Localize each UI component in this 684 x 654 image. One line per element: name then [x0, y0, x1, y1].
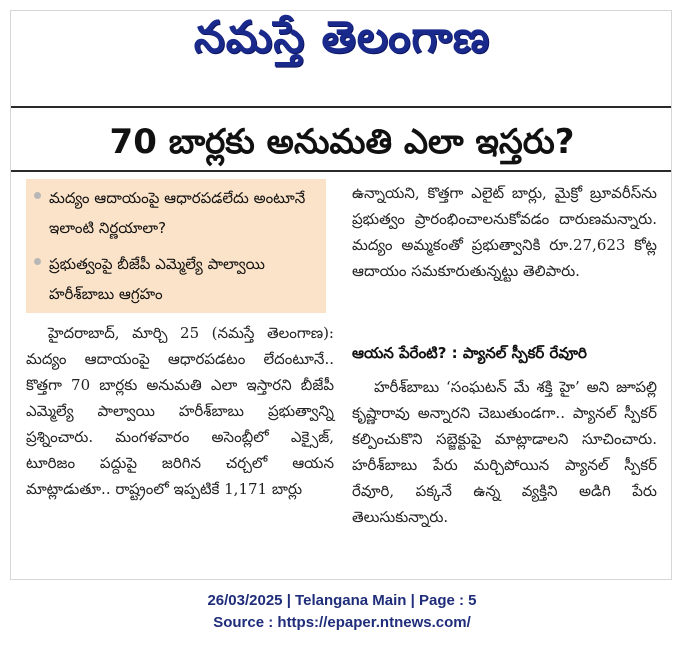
highlight-text: మద్యం ఆదాయంపై ఆధారపడలేదు అంటూనే ఇలాంటి నిర్ణయాలా? [49, 189, 306, 237]
source-url: Source : https://epaper.ntnews.com/ [213, 614, 471, 631]
article-headline: 70 బార్లకు అనుమతి ఎలా ఇస్తరు? [109, 122, 575, 162]
article-left-column [26, 320, 334, 502]
edition-info: 26/03/2025 | Telangana Main | Page : 5 [207, 592, 477, 609]
right-paragraph-top: ఉన్నాయని, కొత్తగా ఎలైట్ బార్లు, మైక్రో బ్రూవరీస్‌ను ప్రభుత్వం ప్రారంభించాలనుకోవడం దారుణమన్నారు. మద్యం అమ్మకంతో ప్రభుత్వానికి రూ.27,623 కోట్ల ఆదాయం సమకూరుతున్నట్టు తెలిపారు. [352, 184, 657, 280]
right-paragraph-bottom: హరీశ్‌బాబు ‘సంఘటన్ మే శక్తి హై’ అని జూపల్లి కృష్ణారావు అన్నారని చెబుతుండగా.. ప్యానల్ స్పీకర్ కల్పించుకొని సబ్జెక్టుపై మాట్లాడాలని సూచించారు. హరీశ్‌బాబు పేరు మర్చిపోయిన ప్యానల్ స్పీకర్ రేవూరి, పక్కనే ఉన్న వ్యక్తిని అడిగి పేరు తెలుసుకున్నారు. [352, 378, 657, 526]
bullet-icon [34, 258, 41, 265]
highlight-item [34, 249, 320, 309]
divider-under-headline [11, 170, 671, 172]
highlights-box [26, 179, 326, 313]
left-paragraph: హైదరాబాద్, మార్చి 25 (నమస్తే తెలంగాణ): మద్యం ఆదాయంపై ఆధారపడటం లేదంటూనే.. కొత్తగా 70 బార్లకు అనుమతి ఎలా ఇస్తారని బీజేపీ ఎమ్మెల్యే పాల్వాయి హరీశ్‌బాబు ప్రభుత్వాన్ని ప్రశ్నించారు. మంగళవారం అసెంబ్లీలో ఎక్సైజ్, టూరిజం పద్దుపై జరిగిన చర్చలో ఆయన మాట్లాడుతూ.. రాష్ట్రంలో ఇప్పటికే 1,171 బార్లు [26, 324, 334, 498]
source-footer [0, 590, 684, 634]
bullet-icon [34, 192, 41, 199]
article-right-column-bottom [352, 374, 657, 530]
divider-top [11, 106, 671, 108]
highlight-item [34, 183, 320, 243]
article-right-column-top [352, 180, 657, 284]
article-subheading: ఆయన పేరేంటి? : ప్యానల్ స్పీకర్ రేవూరి [352, 344, 587, 362]
newspaper-masthead: నమస్తే తెలంగాణ [193, 12, 491, 63]
highlight-text: ప్రభుత్వంపై బీజేపీ ఎమ్మెల్యే పాల్వాయి హరీశ్‌బాబు ఆగ్రహం [49, 255, 265, 303]
